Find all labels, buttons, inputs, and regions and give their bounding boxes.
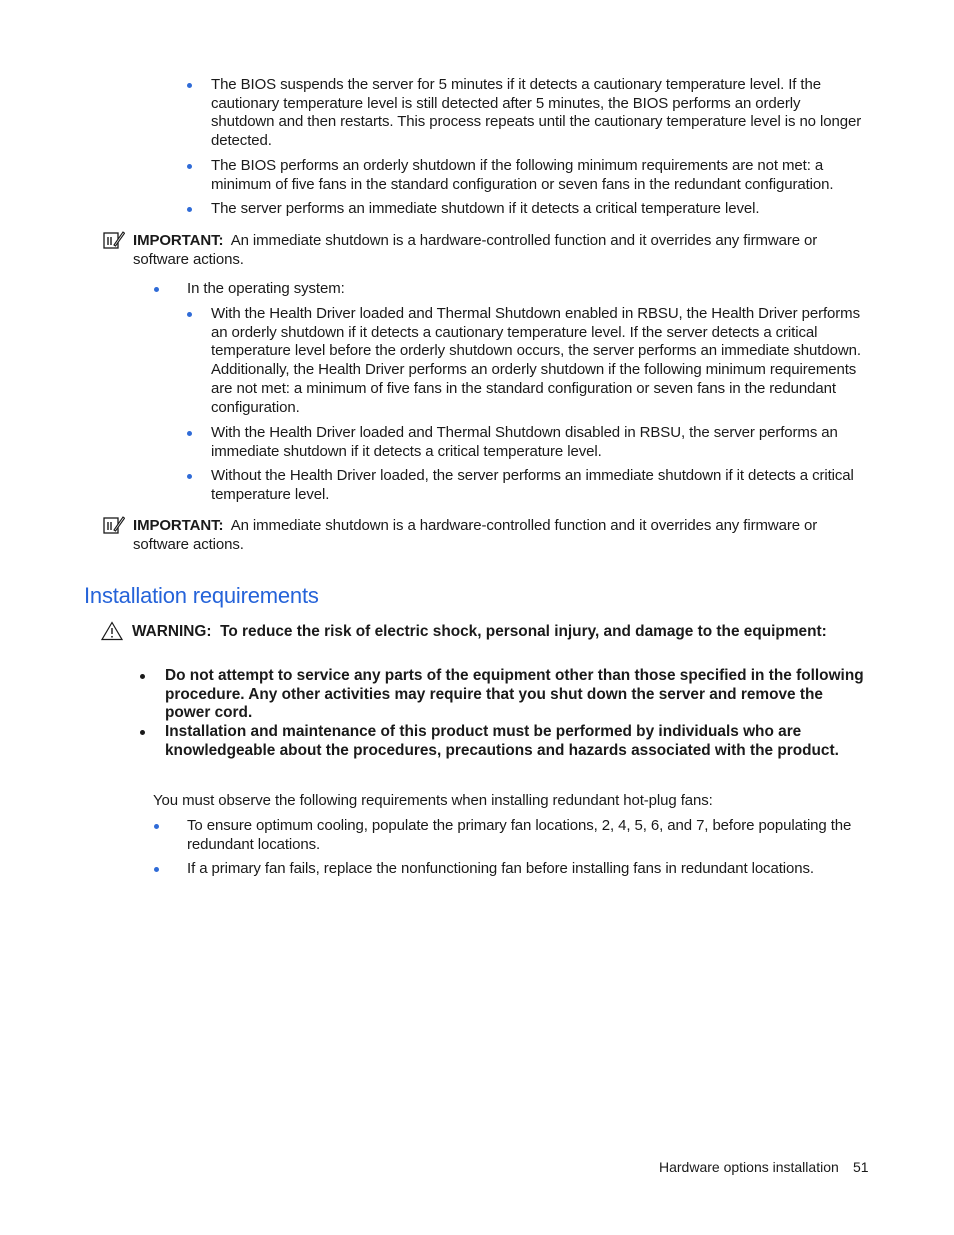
os-bullet-text: In the operating system:: [187, 280, 345, 297]
important-text: An immediate shutdown is a hardware-controlled function and it overrides any firmware or software actions.: [133, 517, 818, 553]
bullet-dot: [187, 164, 192, 169]
os-sub-bullet: [187, 424, 192, 436]
requirement-text: To ensure optimum cooling, populate the primary fan locations, 2, 4, 5, 6, and 7, before populating the redundant locations.: [187, 817, 852, 853]
bios-bullet: [187, 200, 192, 212]
bullet-dot: [140, 674, 145, 679]
bullet-dot: [187, 312, 192, 317]
important-label: IMPORTANT:: [133, 232, 224, 249]
os-sub-bullet-text: With the Health Driver loaded and Thermal Shutdown disabled in RBSU, the server performs an immediate shutdown if it detects a critical temperature level.: [211, 424, 838, 460]
requirement-bullet: [154, 860, 159, 872]
warning-triangle-icon: [101, 621, 123, 641]
bullet-dot: [154, 867, 159, 872]
warning-bullet: [140, 723, 145, 735]
os-sub-bullet-text: Without the Health Driver loaded, the server performs an immediate shutdown if it detects a critical temperature level.: [211, 467, 854, 503]
important-text: An immediate shutdown is a hardware-controlled function and it overrides any firmware or software actions.: [133, 232, 818, 268]
footer-section-title: Hardware options installation: [659, 1159, 839, 1175]
bios-bullet-text: The BIOS performs an orderly shutdown if the following minimum requirements are not met: a minimum of five fans in the standard configuration or seven fans in the redundant configuration.: [211, 157, 834, 193]
bullet-dot: [187, 83, 192, 88]
bullet-dot: [154, 287, 159, 292]
warning-label: WARNING:: [132, 623, 212, 640]
requirement-bullet: [154, 817, 159, 829]
warning-item: Do not attempt to service any parts of the equipment other than those specified in the following procedure. Any other activities may require that you shut down the server and remove the power cord.: [165, 667, 864, 722]
bios-bullet-text: The server performs an immediate shutdown if it detects a critical temperature level.: [211, 200, 760, 217]
requirement-text: If a primary fan fails, replace the nonfunctioning fan before installing fans in redundant locations.: [187, 860, 814, 877]
bios-bullet: [187, 157, 192, 169]
warning-bullet: [140, 667, 145, 679]
warning-item: Installation and maintenance of this product must be performed by individuals who are knowledgeable about the procedures, precautions and hazards associated with the product.: [165, 723, 839, 759]
important-note-icon: [103, 515, 125, 535]
os-sub-bullet: [187, 467, 192, 479]
os-sub-bullet: [187, 305, 192, 317]
bullet-dot: [140, 730, 145, 735]
important-label: IMPORTANT:: [133, 517, 224, 534]
bullet-dot: [187, 207, 192, 212]
requirements-intro: You must observe the following requirements when installing redundant hot-plug fans:: [153, 792, 713, 809]
os-bullet: [154, 280, 159, 292]
footer-page-number: 51: [853, 1159, 869, 1175]
warning-text: To reduce the risk of electric shock, personal injury, and damage to the equipment:: [220, 623, 827, 640]
important-note-icon: [103, 230, 125, 250]
section-heading: Installation requirements: [84, 583, 319, 608]
bullet-dot: [187, 431, 192, 436]
bios-bullet: [187, 76, 192, 88]
bullet-dot: [154, 824, 159, 829]
bios-bullet-text: The BIOS suspends the server for 5 minutes if it detects a cautionary temperature level. If the cautionary temperature level is still detected after 5 minutes, the BIOS performs an orderly shutdown and then restarts. This process repeats until the cautionary temperature level is no longer detected.: [211, 76, 862, 150]
bullet-dot: [187, 474, 192, 479]
os-sub-bullet-text: With the Health Driver loaded and Thermal Shutdown enabled in RBSU, the Health Driver performs an orderly shutdown if it detects a cautionary temperature level. If the server detects a critical temperature level before the orderly shutdown occurs, the server performs an immediate shutdown. Additionally, the Health Driver performs an orderly shutdown if the following minimum requirements are not met: a minimum of five fans in the standard configuration or seven fans in the redundant configuration.: [211, 305, 861, 416]
